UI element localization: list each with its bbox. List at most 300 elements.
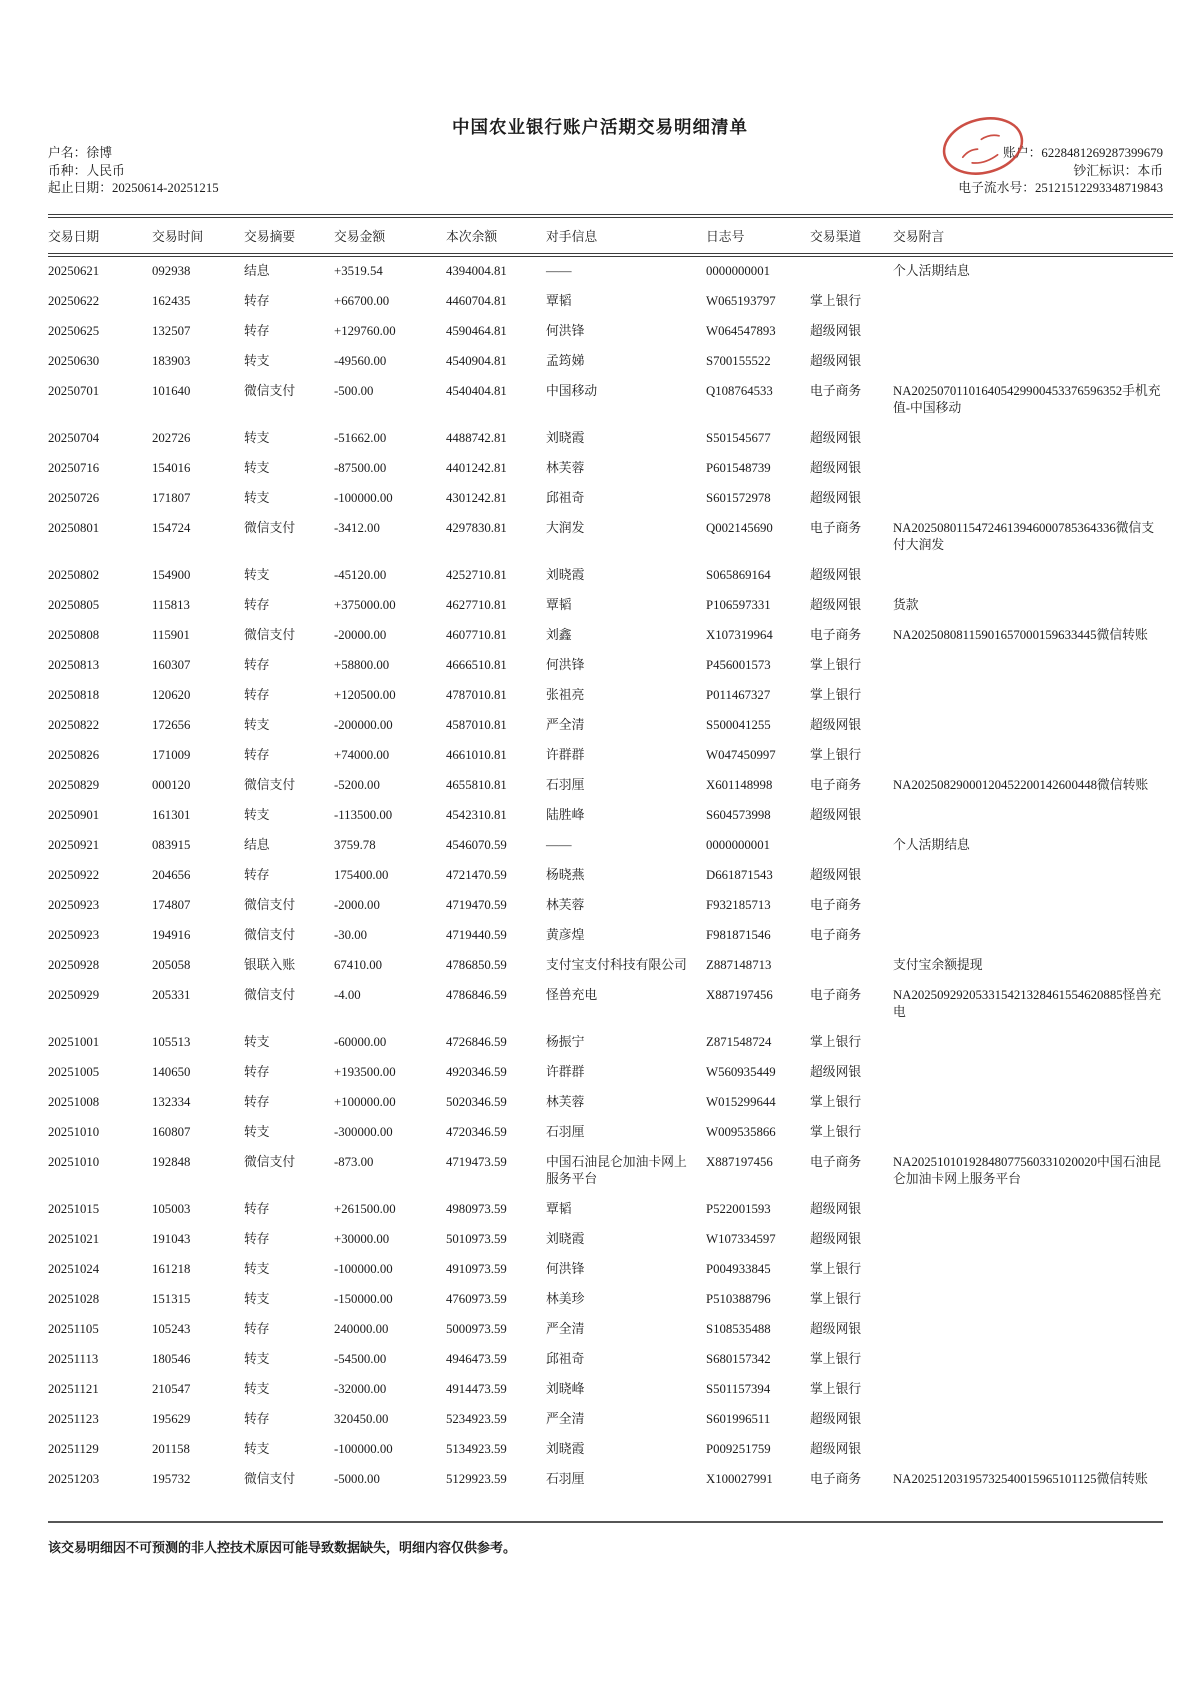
cell-time: 161218 (152, 1261, 191, 1276)
cell-balance: 4946473.59 (446, 1351, 507, 1366)
transaction-row (48, 1405, 1173, 1435)
cell-time: 154900 (152, 567, 191, 582)
cell-channel: 掌上银行 (810, 687, 862, 702)
account-number-value: 6228481269287399679 (1041, 146, 1163, 160)
cell-date: 20250822 (48, 717, 100, 732)
cell-counterparty: —— (546, 263, 572, 278)
cell-log-number: W560935449 (706, 1064, 776, 1079)
serial-number-value: 25121512293348719843 (1035, 181, 1163, 195)
cell-amount: -5000.00 (334, 1471, 380, 1486)
col-header-balance: 本次余额 (446, 216, 546, 255)
cell-channel: 超级网银 (810, 597, 862, 612)
cell-date: 20250813 (48, 657, 100, 672)
cell-remark: 支付宝余额提现 (893, 957, 983, 972)
cell-amount: -30.00 (334, 927, 368, 942)
cell-balance: 4719470.59 (446, 897, 507, 912)
cell-channel: 超级网银 (810, 430, 862, 445)
statement-meta (48, 145, 1163, 198)
col-header-channel: 交易渠道 (810, 216, 893, 255)
cell-amount: +66700.00 (334, 293, 390, 308)
cell-balance: 4719440.59 (446, 927, 507, 942)
cell-date: 20250826 (48, 747, 100, 762)
cell-balance: 4540904.81 (446, 353, 507, 368)
cell-log-number: P510388796 (706, 1291, 771, 1306)
cell-amount: -87500.00 (334, 460, 387, 475)
currency-flag-line (958, 163, 1163, 181)
cell-date: 20250621 (48, 263, 100, 278)
cell-date: 20250818 (48, 687, 100, 702)
cell-channel: 超级网银 (810, 807, 862, 822)
cell-time: 120620 (152, 687, 191, 702)
cell-balance: 4252710.81 (446, 567, 507, 582)
cell-remark (893, 681, 1173, 711)
cell-summary: 转支 (244, 430, 270, 445)
cell-amount: -2000.00 (334, 897, 380, 912)
cell-balance: 4786846.59 (446, 987, 507, 1002)
cell-summary: 转存 (244, 687, 270, 702)
currency-flag-label: 钞汇标识： (1073, 163, 1138, 178)
cell-amount: -100000.00 (334, 1441, 393, 1456)
cell-remark (893, 1435, 1173, 1465)
serial-number-line (958, 180, 1163, 198)
cell-time: 191043 (152, 1231, 191, 1246)
cell-amount: -500.00 (334, 383, 374, 398)
cell-channel: 电子商务 (810, 777, 862, 792)
cell-remark: NA20251203195732540015965101125微信转账 (893, 1471, 1148, 1486)
cell-log-number: W009535866 (706, 1124, 776, 1139)
cell-time: 171009 (152, 747, 191, 762)
cell-channel: 超级网银 (810, 1064, 862, 1079)
transaction-row (48, 951, 1173, 981)
cell-balance: 4542310.81 (446, 807, 507, 822)
transaction-row (48, 651, 1173, 681)
cell-summary: 转存 (244, 1094, 270, 1109)
cell-log-number: F981871546 (706, 927, 771, 942)
cell-summary: 转支 (244, 490, 270, 505)
cell-channel: 掌上银行 (810, 293, 862, 308)
cell-amount: 3759.78 (334, 837, 376, 852)
cell-time: 105513 (152, 1034, 191, 1049)
cell-counterparty: 林芙蓉 (546, 1094, 585, 1109)
cell-log-number: P456001573 (706, 657, 771, 672)
transaction-row (48, 1435, 1173, 1465)
cell-time: 000120 (152, 777, 191, 792)
cell-balance: 4394004.81 (446, 263, 507, 278)
transaction-row (48, 287, 1173, 317)
cell-log-number: W047450997 (706, 747, 776, 762)
transaction-row (48, 424, 1173, 454)
cell-log-number: S601996511 (706, 1411, 771, 1426)
cell-counterparty: 刘晓霞 (546, 1441, 585, 1456)
cell-summary: 转存 (244, 597, 270, 612)
cell-channel: 电子商务 (810, 897, 862, 912)
transaction-row (48, 1255, 1173, 1285)
transaction-row (48, 891, 1173, 921)
cell-time: 132334 (152, 1094, 191, 1109)
cell-summary: 微信支付 (244, 1154, 296, 1169)
cell-balance: 4914473.59 (446, 1381, 507, 1396)
cell-balance: 4720346.59 (446, 1124, 507, 1139)
cell-summary: 微信支付 (244, 383, 296, 398)
cell-time: 105003 (152, 1201, 191, 1216)
cell-amount: +3519.54 (334, 263, 383, 278)
cell-amount: +129760.00 (334, 323, 396, 338)
cell-date: 20250929 (48, 987, 100, 1002)
cell-counterparty: 刘鑫 (546, 627, 572, 642)
cell-remark (893, 921, 1173, 951)
cell-channel: 超级网银 (810, 717, 862, 732)
transaction-row (48, 347, 1173, 377)
cell-amount: -113500.00 (334, 807, 393, 822)
cell-summary: 转存 (244, 323, 270, 338)
cell-time: 205331 (152, 987, 191, 1002)
cell-balance: 4719473.59 (446, 1154, 507, 1169)
cell-time: 210547 (152, 1381, 191, 1396)
cell-time: 205058 (152, 957, 191, 972)
cell-time: 162435 (152, 293, 191, 308)
cell-counterparty: 刘晓霞 (546, 567, 585, 582)
cell-date: 20251015 (48, 1201, 100, 1216)
currency-flag-value: 本币 (1137, 163, 1163, 178)
col-header-date: 交易日期 (48, 216, 152, 255)
transaction-row (48, 1285, 1173, 1315)
holder-name-value: 徐博 (86, 146, 112, 160)
cell-log-number: W015299644 (706, 1094, 776, 1109)
cell-remark (893, 741, 1173, 771)
cell-date: 20250716 (48, 460, 100, 475)
cell-remark (893, 454, 1173, 484)
cell-balance: 4787010.81 (446, 687, 507, 702)
transaction-row (48, 1195, 1173, 1225)
cell-balance: 4401242.81 (446, 460, 507, 475)
cell-remark (893, 1255, 1173, 1285)
cell-time: 154016 (152, 460, 191, 475)
cell-remark (893, 347, 1173, 377)
cell-amount: 67410.00 (334, 957, 382, 972)
cell-amount: -150000.00 (334, 1291, 393, 1306)
cell-balance: 4661010.81 (446, 747, 507, 762)
col-header-log-number: 日志号 (706, 216, 810, 255)
col-header-time: 交易时间 (152, 216, 244, 255)
cell-channel: 电子商务 (810, 627, 862, 642)
cell-remark: NA20251010192848077560331020020中国石油昆仑加油卡网上服务平台 (893, 1154, 1162, 1186)
holder-name-line (48, 145, 219, 163)
cell-channel: 超级网银 (810, 1321, 862, 1336)
cell-amount: -4.00 (334, 987, 361, 1002)
cell-log-number: X601148998 (706, 777, 773, 792)
cell-date: 20250802 (48, 567, 100, 582)
cell-balance: 4460704.81 (446, 293, 507, 308)
cell-remark (893, 1088, 1173, 1118)
cell-counterparty: 刘晓霞 (546, 430, 585, 445)
cell-channel (810, 951, 893, 981)
cell-amount: +193500.00 (334, 1064, 396, 1079)
cell-time: 160807 (152, 1124, 191, 1139)
cell-counterparty: 张祖亮 (546, 687, 585, 702)
cell-remark (893, 1058, 1173, 1088)
cell-remark (893, 1028, 1173, 1058)
cell-channel: 掌上银行 (810, 1351, 862, 1366)
cell-date: 20250625 (48, 323, 100, 338)
cell-summary: 微信支付 (244, 927, 296, 942)
cell-log-number: S065869164 (706, 567, 771, 582)
cell-time: 174807 (152, 897, 191, 912)
cell-remark (893, 711, 1173, 741)
cell-counterparty: 杨晓燕 (546, 867, 585, 882)
cell-log-number: X887197456 (706, 987, 773, 1002)
cell-summary: 银联入账 (244, 957, 296, 972)
cell-remark (893, 424, 1173, 454)
cell-time: 192848 (152, 1154, 191, 1169)
cell-summary: 微信支付 (244, 520, 296, 535)
cell-amount: -100000.00 (334, 1261, 393, 1276)
cell-channel: 超级网银 (810, 1231, 862, 1246)
transaction-row (48, 561, 1173, 591)
cell-amount: 320450.00 (334, 1411, 389, 1426)
cell-counterparty: 覃韬 (546, 597, 572, 612)
cell-summary: 转支 (244, 353, 270, 368)
cell-date: 20250801 (48, 520, 100, 535)
cell-counterparty: 林美珍 (546, 1291, 585, 1306)
cell-channel: 电子商务 (810, 1471, 862, 1486)
cell-time: 204656 (152, 867, 191, 882)
date-range-label: 起止日期： (48, 181, 112, 195)
cell-log-number: F932185713 (706, 897, 771, 912)
cell-log-number: S604573998 (706, 807, 771, 822)
cell-remark (893, 1405, 1173, 1435)
cell-balance: 4910973.59 (446, 1261, 507, 1276)
cell-balance: 4721470.59 (446, 867, 507, 882)
table-header-row (48, 216, 1173, 255)
cell-date: 20251028 (48, 1291, 100, 1306)
cell-counterparty: 陆胜峰 (546, 807, 585, 822)
cell-summary: 转支 (244, 460, 270, 475)
transaction-row (48, 454, 1173, 484)
transaction-row (48, 317, 1173, 347)
cell-remark: NA20250801154724613946000785364336微信支付大润发 (893, 520, 1155, 552)
cell-counterparty: 刘晓峰 (546, 1381, 585, 1396)
footer-note: 该交易明细因不可预测的非人控技术原因可能导致数据缺失，明细内容仅供参考。 (48, 1539, 517, 1555)
date-range-line (48, 180, 219, 198)
cell-summary: 转存 (244, 747, 270, 762)
cell-counterparty: 怪兽充电 (546, 987, 598, 1002)
cell-date: 20250921 (48, 837, 100, 852)
cell-amount: -20000.00 (334, 627, 387, 642)
transaction-row (48, 621, 1173, 651)
cell-date: 20250704 (48, 430, 100, 445)
cell-remark (893, 287, 1173, 317)
cell-time: 195732 (152, 1471, 191, 1486)
cell-balance: 4590464.81 (446, 323, 507, 338)
cell-counterparty: 石羽厘 (546, 777, 585, 792)
cell-log-number: S500041255 (706, 717, 771, 732)
cell-log-number: Z887148713 (706, 957, 772, 972)
cell-remark (893, 1225, 1173, 1255)
cell-amount: +120500.00 (334, 687, 396, 702)
cell-amount: -873.00 (334, 1154, 374, 1169)
cell-remark (893, 317, 1173, 347)
cell-counterparty: 许群群 (546, 747, 585, 762)
cell-log-number: P004933845 (706, 1261, 771, 1276)
cell-date: 20250630 (48, 353, 100, 368)
cell-amount: -54500.00 (334, 1351, 387, 1366)
currency-label: 币种： (48, 163, 87, 178)
cell-amount: -200000.00 (334, 717, 393, 732)
cell-counterparty: 石羽厘 (546, 1124, 585, 1139)
cell-time: 101640 (152, 383, 191, 398)
cell-remark: NA202507011016405429900453376596352手机充值-中国移动 (893, 383, 1161, 415)
cell-date: 20251113 (48, 1351, 99, 1366)
cell-channel: 超级网银 (810, 490, 862, 505)
cell-amount: +261500.00 (334, 1201, 396, 1216)
cell-counterparty: 覃韬 (546, 293, 572, 308)
currency-line (48, 163, 219, 181)
cell-channel: 掌上银行 (810, 747, 862, 762)
cell-date: 20250922 (48, 867, 100, 882)
cell-amount: 175400.00 (334, 867, 389, 882)
cell-amount: +375000.00 (334, 597, 396, 612)
transaction-row (48, 1345, 1173, 1375)
serial-number-label: 电子流水号： (958, 181, 1036, 195)
meta-right-block (958, 145, 1163, 198)
transaction-row (48, 1315, 1173, 1345)
cell-channel: 掌上银行 (810, 1094, 862, 1109)
cell-log-number: P522001593 (706, 1201, 771, 1216)
cell-summary: 转支 (244, 1124, 270, 1139)
cell-date: 20250923 (48, 927, 100, 942)
transaction-row (48, 981, 1173, 1028)
cell-time: 092938 (152, 263, 191, 278)
cell-time: 171807 (152, 490, 191, 505)
cell-date: 20250923 (48, 897, 100, 912)
cell-log-number: Q108764533 (706, 383, 773, 398)
cell-log-number: 0000000001 (706, 837, 770, 852)
cell-counterparty: 支付宝支付科技有限公司 (546, 957, 687, 972)
cell-date: 20250805 (48, 597, 100, 612)
cell-balance: 5129923.59 (446, 1471, 507, 1486)
cell-remark (893, 484, 1173, 514)
transaction-row (48, 1058, 1173, 1088)
cell-balance: 4655810.81 (446, 777, 507, 792)
cell-log-number: S501545677 (706, 430, 771, 445)
transaction-row (48, 921, 1173, 951)
cell-time: 201158 (152, 1441, 190, 1456)
cell-channel: 掌上银行 (810, 657, 862, 672)
cell-amount: -300000.00 (334, 1124, 393, 1139)
cell-summary: 微信支付 (244, 627, 296, 642)
cell-remark (893, 1195, 1173, 1225)
cell-log-number: Q002145690 (706, 520, 773, 535)
cell-balance: 4980973.59 (446, 1201, 507, 1216)
cell-summary: 转支 (244, 567, 270, 582)
cell-balance: 5010973.59 (446, 1231, 507, 1246)
transaction-row (48, 1375, 1173, 1405)
cell-log-number: S680157342 (706, 1351, 771, 1366)
date-range-value: 20250614-20251215 (111, 181, 219, 195)
cell-channel: 掌上银行 (810, 1291, 862, 1306)
cell-balance: 4627710.81 (446, 597, 507, 612)
cell-remark (893, 561, 1173, 591)
cell-amount: 240000.00 (334, 1321, 389, 1336)
cell-remark: NA20250829000120452200142600448微信转账 (893, 777, 1149, 792)
cell-time: 183903 (152, 353, 191, 368)
cell-summary: 转存 (244, 1411, 270, 1426)
cell-counterparty: 石羽厘 (546, 1471, 585, 1486)
cell-date: 20251024 (48, 1261, 100, 1276)
cell-summary: 转存 (244, 657, 270, 672)
transaction-row (48, 1148, 1173, 1195)
currency-value: 人民币 (86, 163, 125, 178)
cell-counterparty: 中国石油昆仑加油卡网上服务平台 (546, 1154, 687, 1186)
cell-time: 105243 (152, 1321, 191, 1336)
cell-log-number: W065193797 (706, 293, 776, 308)
cell-summary: 转支 (244, 1261, 270, 1276)
cell-amount: -5200.00 (334, 777, 380, 792)
cell-log-number: P011467327 (706, 687, 771, 702)
cell-remark: 货款 (893, 597, 919, 612)
cell-date: 20251105 (48, 1321, 99, 1336)
cell-summary: 转支 (244, 1351, 270, 1366)
cell-log-number: W064547893 (706, 323, 776, 338)
col-header-remark: 交易附言 (893, 216, 1173, 255)
cell-date: 20250622 (48, 293, 100, 308)
cell-balance: 5020346.59 (446, 1094, 507, 1109)
transaction-row (48, 255, 1173, 287)
cell-remark (893, 1315, 1173, 1345)
cell-time: 172656 (152, 717, 191, 732)
transaction-row (48, 1028, 1173, 1058)
cell-summary: 转存 (244, 1321, 270, 1336)
cell-amount: +100000.00 (334, 1094, 396, 1109)
cell-remark: NA20250808115901657000159633445微信转账 (893, 627, 1148, 642)
cell-date: 20250928 (48, 957, 100, 972)
cell-summary: 转存 (244, 1201, 270, 1216)
cell-counterparty: 何洪锋 (546, 1261, 585, 1276)
transaction-row (48, 771, 1173, 801)
holder-name-label: 户名： (48, 146, 87, 160)
cell-amount: -100000.00 (334, 490, 393, 505)
cell-summary: 结息 (244, 837, 270, 852)
cell-summary: 转支 (244, 1034, 270, 1049)
cell-counterparty: 大润发 (546, 520, 585, 535)
cell-channel: 掌上银行 (810, 1261, 862, 1276)
cell-log-number: X100027991 (706, 1471, 773, 1486)
cell-remark (893, 891, 1173, 921)
cell-balance: 4920346.59 (446, 1064, 507, 1079)
cell-time: 202726 (152, 430, 191, 445)
cell-date: 20250701 (48, 383, 100, 398)
transaction-row (48, 1465, 1173, 1495)
transaction-row (48, 484, 1173, 514)
cell-date: 20251001 (48, 1034, 100, 1049)
cell-log-number: X107319964 (706, 627, 773, 642)
cell-channel: 电子商务 (810, 987, 862, 1002)
cell-balance: 4760973.59 (446, 1291, 507, 1306)
cell-counterparty: 严全清 (546, 1321, 585, 1336)
cell-balance: 4546070.59 (446, 837, 507, 852)
cell-time: 161301 (152, 807, 191, 822)
transaction-row (48, 377, 1173, 424)
cell-remark (893, 1118, 1173, 1148)
cell-time: 194916 (152, 927, 191, 942)
cell-amount: -3412.00 (334, 520, 380, 535)
cell-balance: 4488742.81 (446, 430, 507, 445)
transaction-row (48, 861, 1173, 891)
cell-balance: 5000973.59 (446, 1321, 507, 1336)
cell-time: 154724 (152, 520, 191, 535)
cell-balance: 4301242.81 (446, 490, 507, 505)
cell-channel: 超级网银 (810, 1411, 862, 1426)
